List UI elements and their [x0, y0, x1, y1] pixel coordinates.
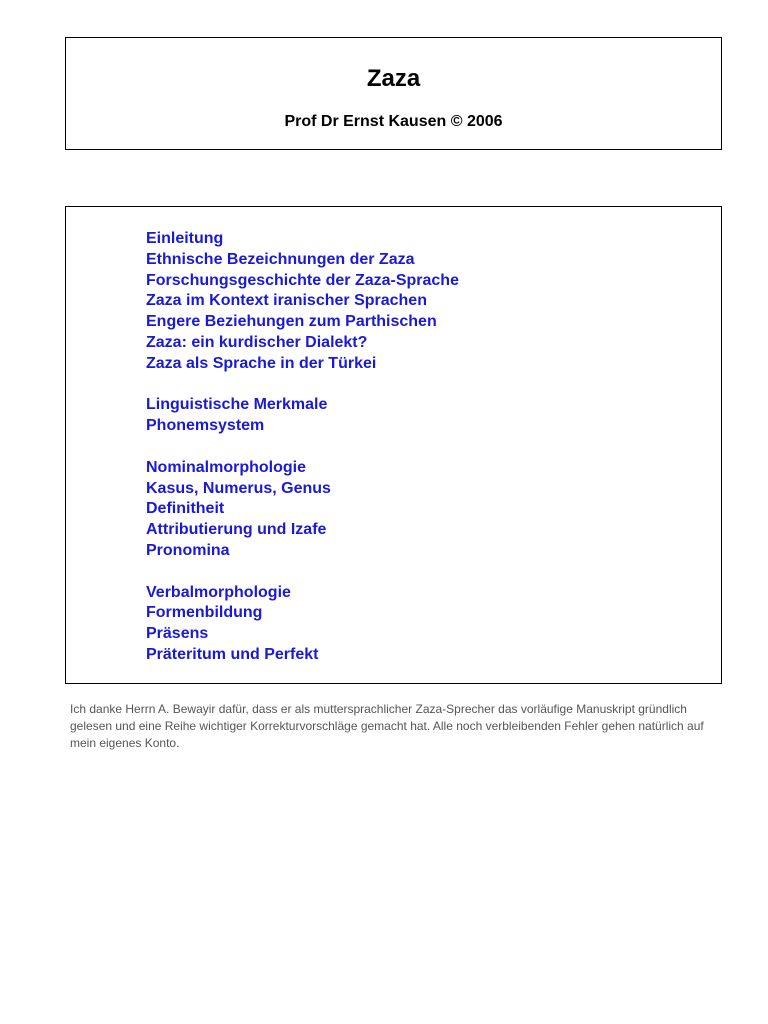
toc-link-nominalmorphologie[interactable]: Nominalmorphologie [146, 458, 306, 476]
toc-link-formenbildung[interactable]: Formenbildung [146, 604, 263, 622]
toc-list [146, 229, 459, 666]
toc-link-praeteritum-perfekt[interactable]: Präteritum und Perfekt [146, 645, 319, 663]
toc-link-attributierung-izafe[interactable]: Attributierung und Izafe [146, 521, 327, 539]
toc-link-sprache-tuerkei[interactable]: Zaza als Sprache in der Türkei [146, 354, 377, 372]
toc-link-forschungsgeschichte[interactable]: Forschungsgeschichte der Zaza-Sprache [146, 271, 459, 289]
toc-group-introduction [146, 229, 459, 375]
toc-link-parthischen[interactable]: Engere Beziehungen zum Parthischen [146, 313, 437, 331]
toc-group-nominal [146, 458, 459, 562]
acknowledgement-text: Ich danke Herrn A. Bewayir dafür, dass er als muttersprachlicher Zaza-Sprecher das vorläufige Manuskript gründlich gelesen und eine Reihe wichtiger Korrekturvorschläge gemacht hat. Alle noch verbleibenden Fehler gehen natürlich auf mein eigenes Konto. [70, 702, 704, 750]
toc-link-kurdischer-dialekt[interactable]: Zaza: ein kurdischer Dialekt? [146, 333, 368, 351]
toc-link-iranischer-kontext[interactable]: Zaza im Kontext iranischer Sprachen [146, 292, 427, 310]
toc-link-definitheit[interactable]: Definitheit [146, 500, 225, 518]
toc-link-phonemsystem[interactable]: Phonemsystem [146, 417, 265, 435]
toc-link-einleitung[interactable]: Einleitung [146, 230, 224, 247]
table-of-contents [65, 206, 722, 684]
toc-link-ethnische-bezeichnungen[interactable]: Ethnische Bezeichnungen der Zaza [146, 250, 415, 268]
toc-group-linguistics [146, 395, 459, 437]
title-box [65, 37, 722, 150]
document-title: Zaza [366, 65, 421, 92]
toc-link-verbalmorphologie[interactable]: Verbalmorphologie [146, 583, 291, 601]
toc-group-verbal [146, 583, 459, 666]
toc-link-praesens[interactable]: Präsens [146, 625, 209, 643]
toc-link-pronomina[interactable]: Pronomina [146, 541, 230, 559]
toc-link-linguistische-merkmale[interactable]: Linguistische Merkmale [146, 396, 328, 414]
toc-link-kasus-numerus-genus[interactable]: Kasus, Numerus, Genus [146, 479, 331, 497]
author-line: Prof Dr Ernst Kausen © 2006 [284, 113, 503, 130]
